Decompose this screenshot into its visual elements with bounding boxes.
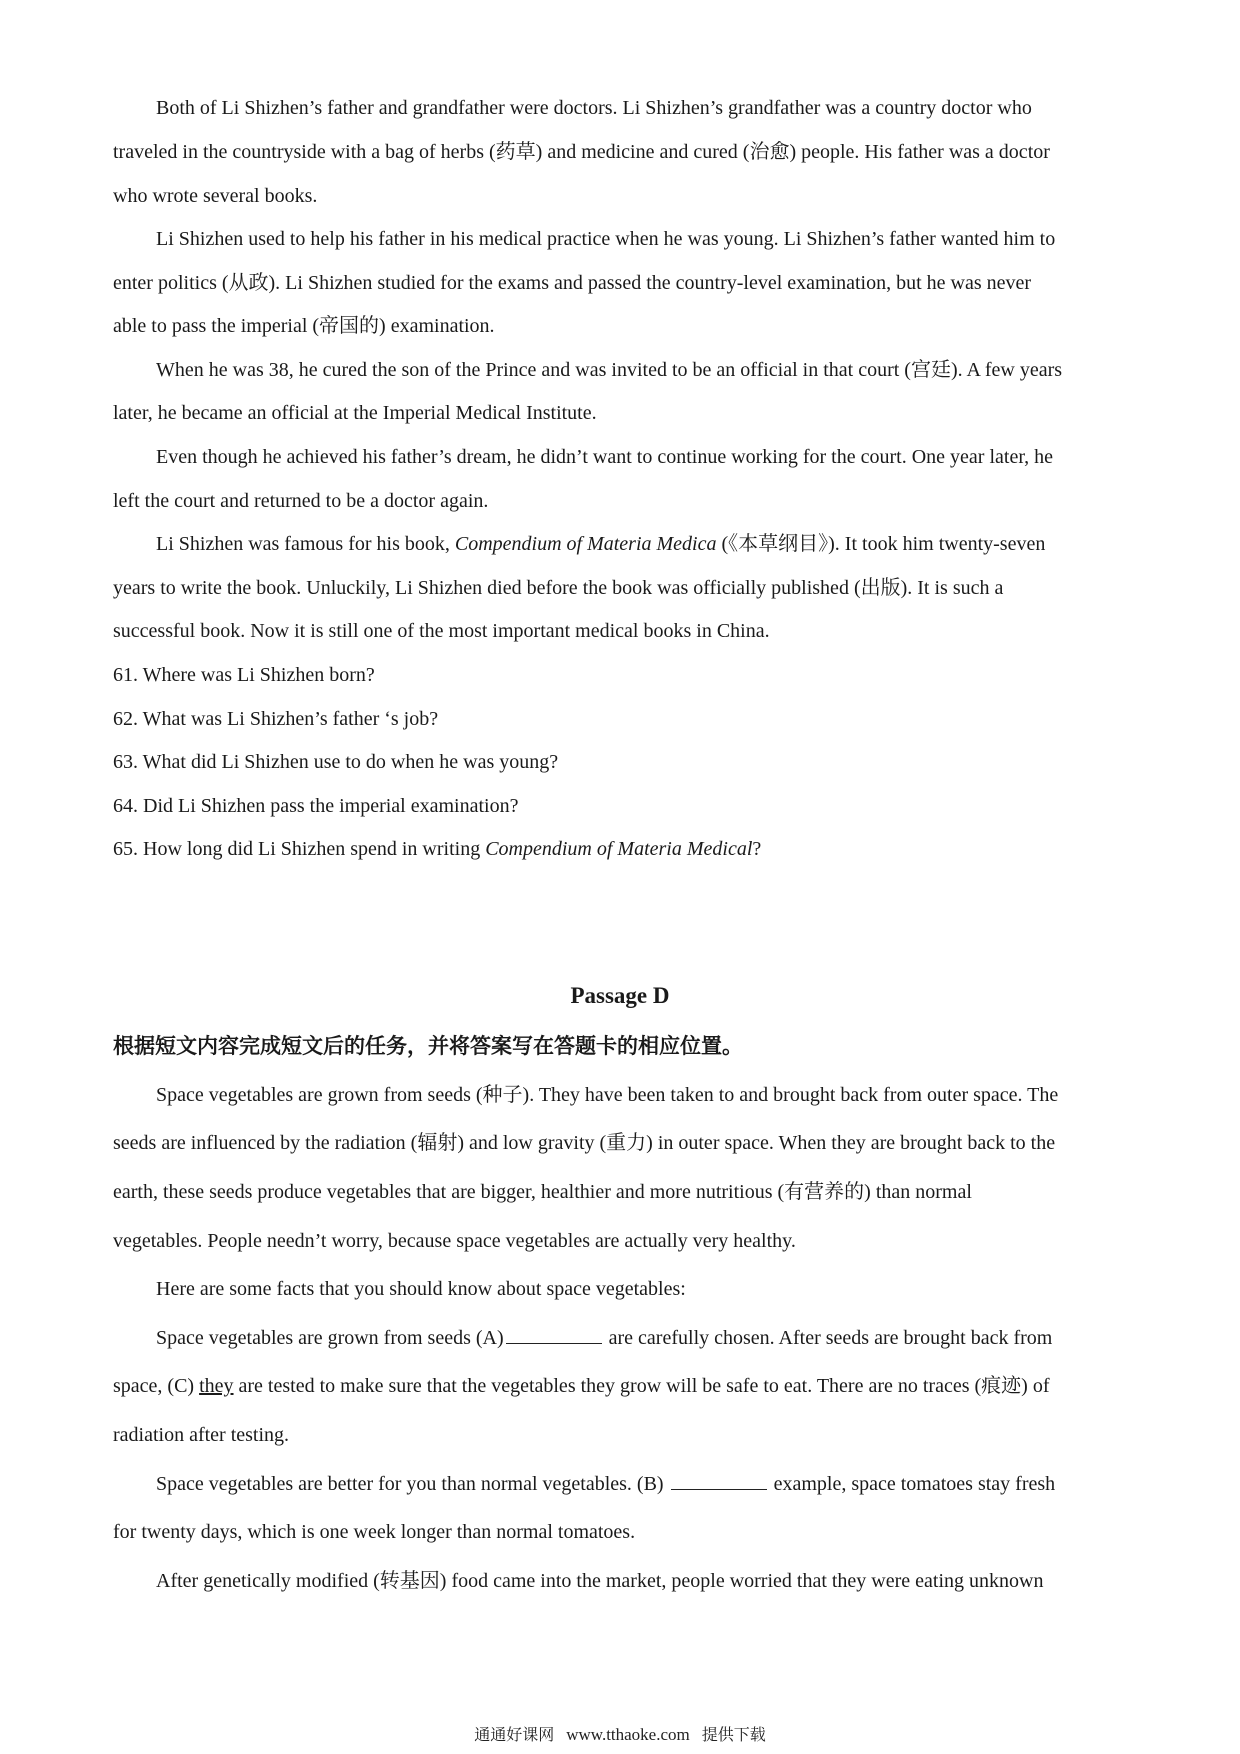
answer-blank-b	[671, 1471, 767, 1490]
text-segment: (《本草纲目》). It took him twenty-seven	[716, 533, 1046, 555]
paragraph-line: Space vegetables are grown from seeds (种子). They have been taken to and brought back from outer space. The	[156, 1084, 1059, 1106]
paragraph-line	[156, 531, 1133, 557]
paragraph-line	[113, 1373, 1133, 1399]
paragraph-line: successful book. Now it is still one of the most important medical books in China.	[113, 620, 770, 642]
answer-blank-a	[506, 1325, 602, 1344]
paragraph-line: able to pass the imperial (帝国的) examination.	[113, 315, 495, 337]
paragraph-line: radiation after testing.	[113, 1424, 290, 1446]
text-segment: are tested to make sure that the vegetables they grow will be safe to eat. There are no traces (痕迹) of	[233, 1375, 1050, 1397]
paragraph-line: After genetically modified (转基因) food came into the market, people worried that they were eating unknown	[156, 1570, 1044, 1592]
text-segment: Li Shizhen was famous for his book,	[156, 533, 455, 555]
text-segment: 65. How long did Li Shizhen spend in writing	[113, 838, 486, 860]
question-65	[113, 836, 1133, 862]
paragraph-line: for twenty days, which is one week longer than normal tomatoes.	[113, 1521, 636, 1543]
footer-suffix: 提供下载	[701, 1725, 766, 1744]
paragraph-line: Here are some facts that you should know about space vegetables:	[156, 1278, 686, 1300]
text-segment: Space vegetables are grown from seeds (A)	[156, 1327, 504, 1349]
question-63: 63. What did Li Shizhen use to do when he was young?	[113, 751, 559, 773]
text-segment: Space vegetables are better for you than normal vegetables. (B)	[156, 1473, 669, 1495]
text-segment: space, (C)	[113, 1375, 200, 1397]
paragraph-line: Both of Li Shizhen’s father and grandfather were doctors. Li Shizhen’s grandfather was a country doctor who	[156, 97, 1032, 119]
page-footer	[0, 1722, 1240, 1745]
paragraph-line: When he was 38, he cured the son of the Prince and was invited to be an official in that court (宫廷). A few years	[156, 359, 1063, 381]
question-62: 62. What was Li Shizhen’s father ‘s job?	[113, 708, 439, 730]
paragraph-line: Li Shizhen used to help his father in his medical practice when he was young. Li Shizhen’s father wanted him to	[156, 228, 1056, 250]
question-61: 61. Where was Li Shizhen born?	[113, 664, 375, 686]
passage-title: Passage D	[570, 983, 670, 1008]
text-segment: are carefully chosen. After seeds are brought back from	[603, 1327, 1053, 1349]
footer-url[interactable]: www.tthaoke.com	[566, 1725, 690, 1744]
paragraph-line: left the court and returned to be a doctor again.	[113, 490, 489, 512]
paragraph-line	[156, 1471, 1133, 1497]
paragraph-line: Even though he achieved his father’s dream, he didn’t want to continue working for the court. One year later, he	[156, 446, 1054, 468]
book-title: Compendium of Materia Medica	[454, 533, 717, 555]
paragraph-line: vegetables. People needn’t worry, because space vegetables are actually very healthy.	[113, 1230, 796, 1252]
paragraph-line: seeds are influenced by the radiation (辐射) and low gravity (重力) in outer space. When they are brought back to the	[113, 1132, 1056, 1154]
paragraph-line: who wrote several books.	[113, 185, 318, 207]
instruction-text: 根据短文内容完成短文后的任务，并将答案写在答题卡的相应位置。	[113, 1034, 743, 1058]
text-segment: example, space tomatoes stay fresh	[768, 1473, 1056, 1495]
question-64: 64. Did Li Shizhen pass the imperial examination?	[113, 795, 519, 817]
underlined-word: they	[199, 1375, 234, 1397]
paragraph-line: earth, these seeds produce vegetables that are bigger, healthier and more nutritious (有营养的) than normal	[113, 1181, 972, 1203]
text-segment: ?	[752, 838, 762, 860]
footer-site-name: 通通好课网	[474, 1725, 555, 1744]
paragraph-line: later, he became an official at the Imperial Medical Institute.	[113, 402, 597, 424]
paragraph-line: years to write the book. Unluckily, Li Shizhen died before the book was officially published (出版). It is such a	[113, 577, 1004, 599]
paragraph-line: enter politics (从政). Li Shizhen studied for the exams and passed the country-level examination, but he was never	[113, 272, 1032, 294]
paragraph-line	[156, 1325, 1133, 1351]
paragraph-line: traveled in the countryside with a bag of herbs (药草) and medicine and cured (治愈) people. His father was a doctor	[113, 141, 1050, 163]
book-title: Compendium of Materia Medical	[485, 838, 753, 860]
